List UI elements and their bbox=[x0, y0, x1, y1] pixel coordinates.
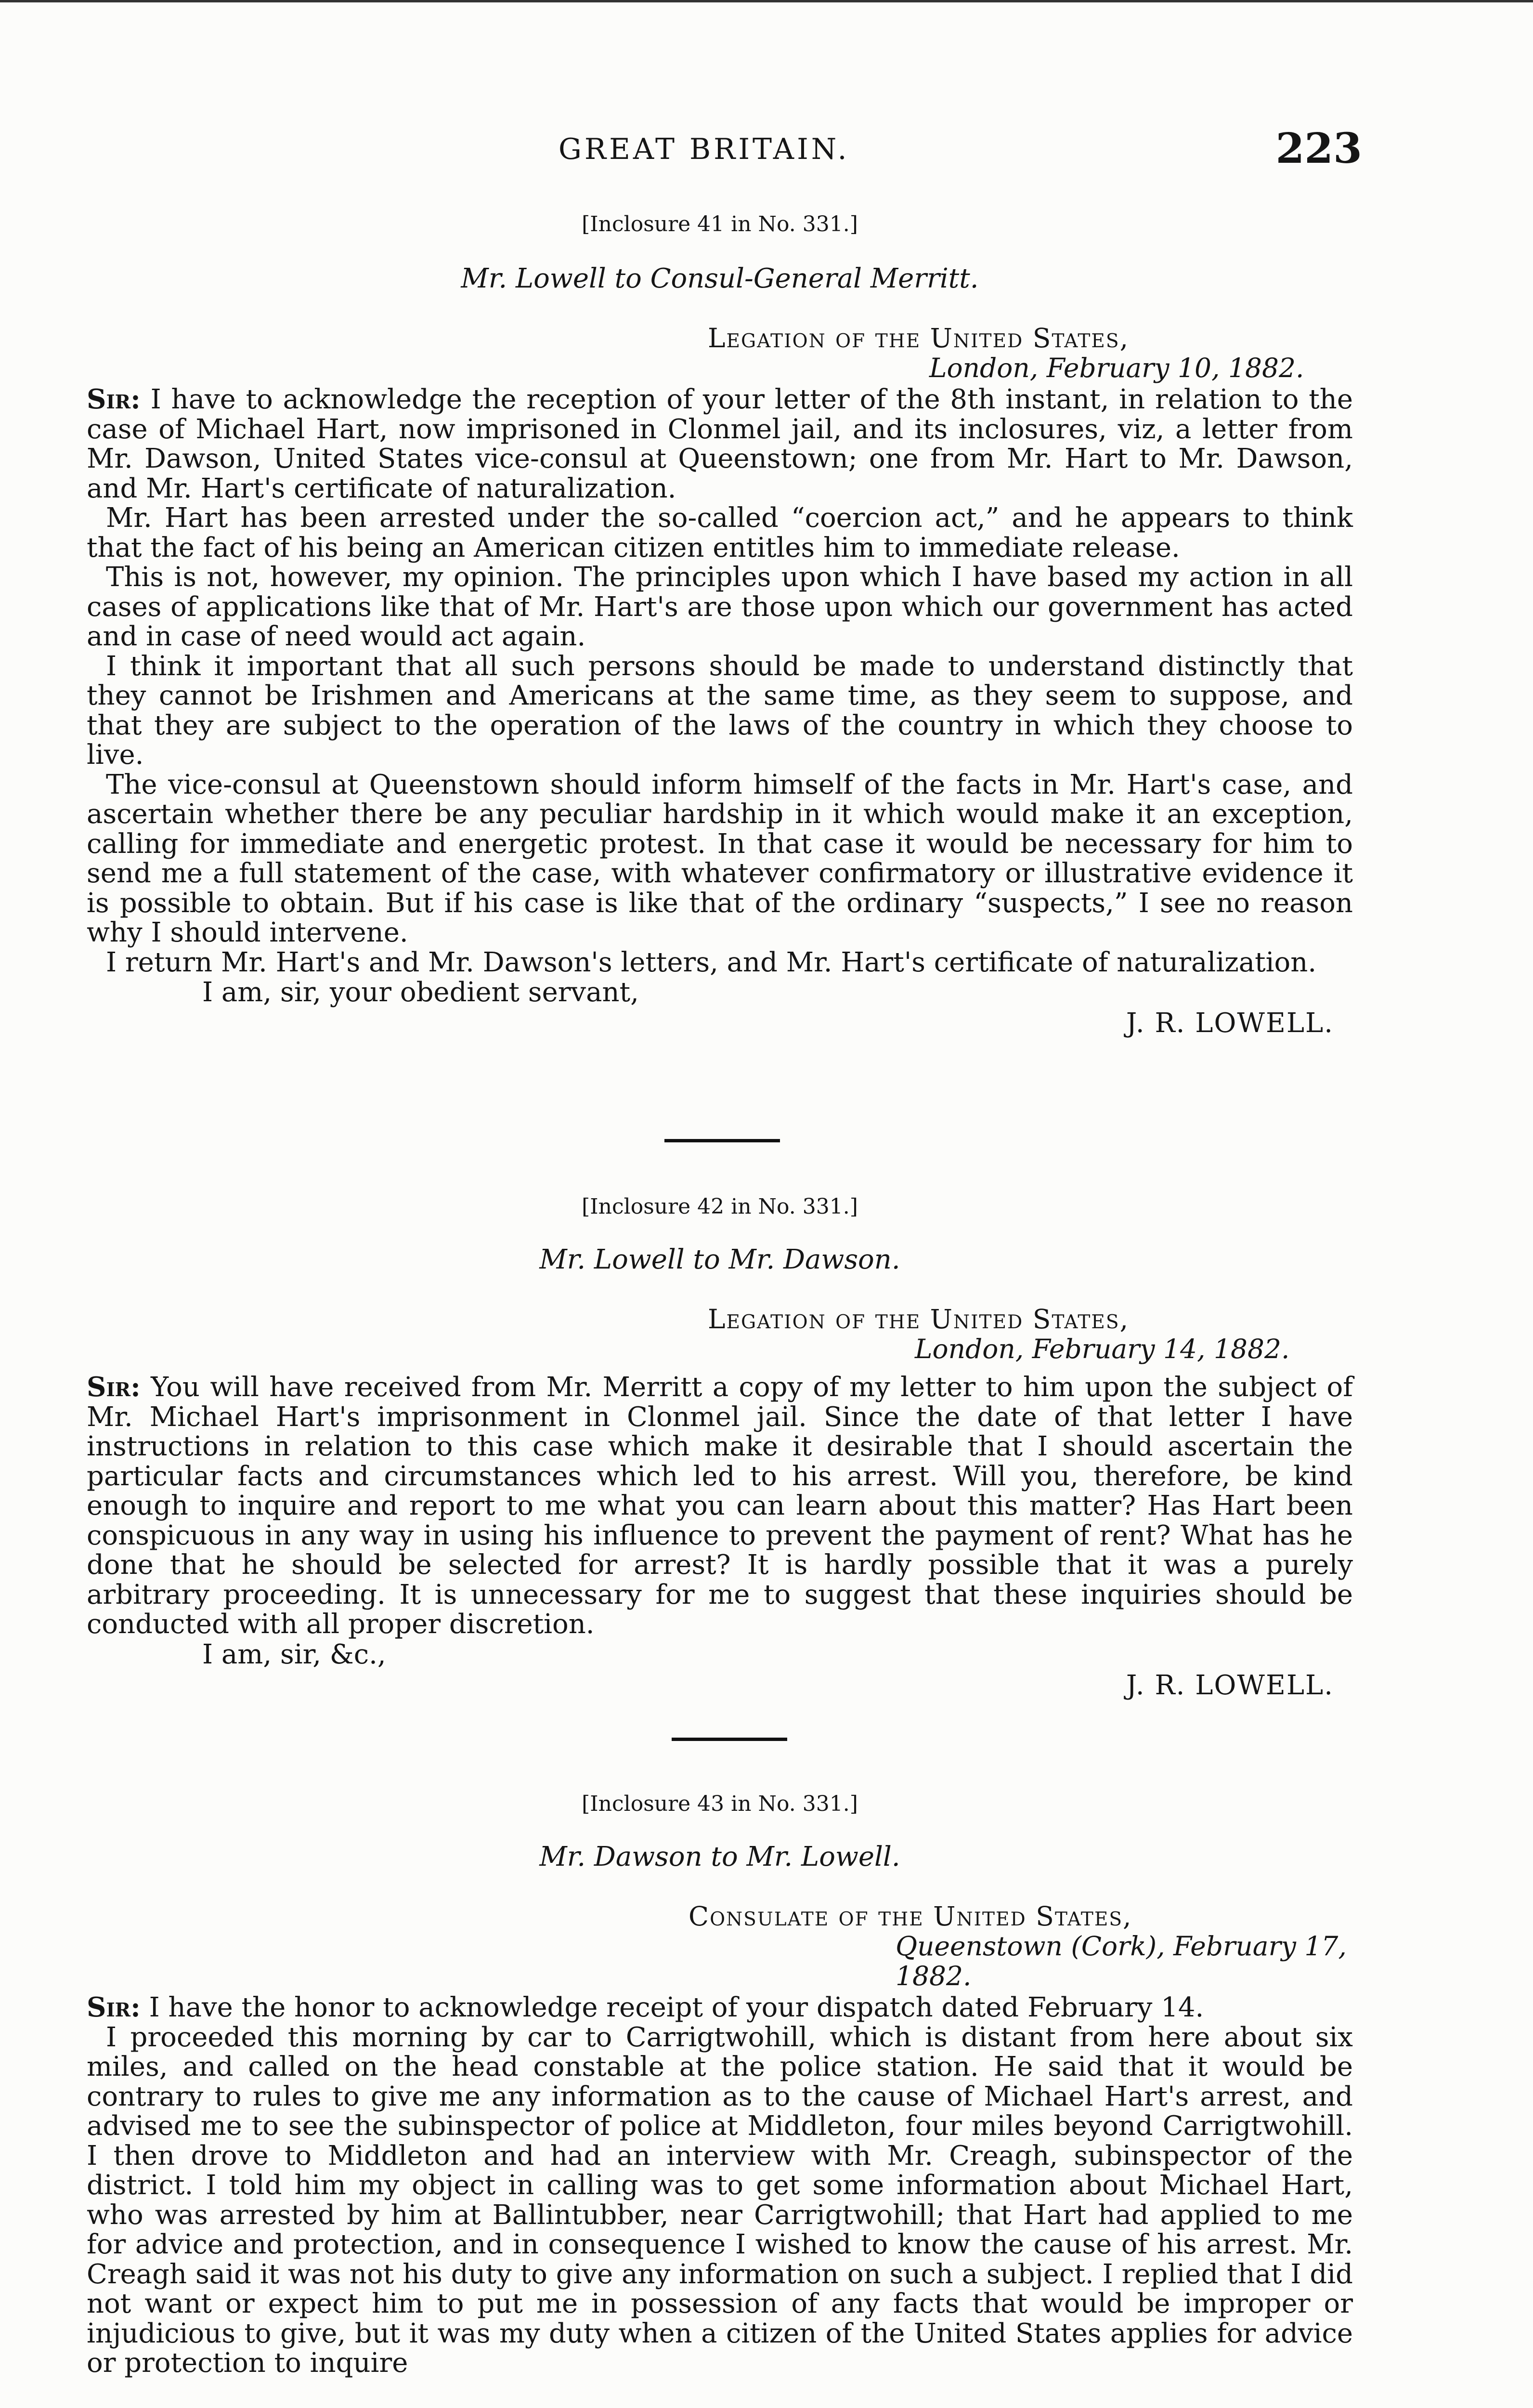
letter-title: Mr. Lowell to Mr. Dawson. bbox=[539, 1244, 900, 1275]
signature: J. R. LOWELL. bbox=[1126, 1008, 1334, 1039]
paragraph: Sir: I have the honor to acknowledge receipt of your dispatch dated February 14. bbox=[87, 1991, 1204, 2023]
paragraph: This is not, however, my opinion. The principles upon which I have based my action in all cases of applications like that of Mr. Hart's are those upon which our government has acted and in case of need would act again. bbox=[87, 562, 1353, 652]
paragraph: I return Mr. Hart's and Mr. Dawson's letters, and Mr. Hart's certificate of naturalization. bbox=[106, 946, 1317, 978]
inclosure-label: [Inclosure 41 in No. 331.] bbox=[582, 212, 858, 236]
letter-address bbox=[87, 1304, 1353, 1364]
letter-address bbox=[87, 1901, 1353, 1991]
salutation: Sir: bbox=[87, 1991, 141, 2023]
letter-address bbox=[87, 323, 1353, 383]
letter-body bbox=[87, 1373, 1353, 1639]
salutation: Sir: bbox=[87, 383, 141, 415]
salutation: Sir: bbox=[87, 1371, 141, 1403]
inclosure-43 bbox=[87, 1792, 1353, 2378]
address-line-2: Queenstown (Cork), February 17, 1882. bbox=[896, 1931, 1347, 1991]
address-line-2: London, February 14, 1882. bbox=[915, 1334, 1290, 1364]
inclosure-label: [Inclosure 43 in No. 331.] bbox=[582, 1792, 858, 1816]
paragraph: Sir: You will have received from Mr. Merritt a copy of my letter to him upon the subject of Mr. Michael Hart's imprisonment in Clonmel jail. Since the date of that letter I have instructions in relation to this case which make it desirable that I should ascertain the particular facts and circumstances which led to his arrest. Will you, therefore, be kind enough to inquire and report to me what you can learn about this matter? Has Hart been conspicuous in any way in using his influence to prevent the payment of rent? What has he done that he should be selected for arrest? It is hardly possible that it was a purely arbitrary proceeding. It is unnecessary for me to suggest that these inquiries should be conducted with all proper discretion. bbox=[87, 1371, 1353, 1640]
paragraph: I think it important that all such persons should be made to understand distinctly that they cannot be Irishmen and Americans at the same time, as they seem to suppose, and that they are subject to the operation of the laws of the country in which they choose to live. bbox=[87, 650, 1353, 771]
section-divider bbox=[672, 1738, 787, 1741]
signature: J. R. LOWELL. bbox=[1126, 1669, 1334, 1701]
paragraph: Mr. Hart has been arrested under the so-called “coercion act,” and he appears to think that the fact of his being an American citizen entitles him to immediate release. bbox=[87, 502, 1353, 563]
paragraph: The vice-consul at Queenstown should inform himself of the facts in Mr. Hart's case, and ascertain whether there be any peculiar hardship in it which would make it an exception, calling for immediate and energetic protest. In that case it would be necessary for him to send me a full statement of the case, with whatever confirmatory or illustrative evidence it is possible to obtain. But if his case is like that of the ordinary “suspects,” I see no reason why I should intervene. bbox=[87, 769, 1353, 948]
closing: I am, sir, your obedient servant, bbox=[202, 977, 639, 1008]
letter-title: Mr. Lowell to Consul-General Merritt. bbox=[461, 263, 979, 294]
top-border bbox=[0, 0, 1533, 2]
running-title: GREAT BRITAIN. bbox=[559, 132, 850, 166]
inclosure-label: [Inclosure 42 in No. 331.] bbox=[582, 1194, 858, 1219]
page-number: 223 bbox=[1275, 124, 1362, 173]
paragraph: I proceeded this morning by car to Carrigtwohill, which is distant from here about six miles, and called on the head constable at the police station. He said that it would be contrary to rules to give me any information as to the cause of Michael Hart's arrest, and advised me to see the subinspector of police at Middleton, four miles beyond Carrigtwohill. I then drove to Middleton and had an interview with Mr. Creagh, subinspector of the district. I told him my object in calling was to get some information about Michael Hart, who was arrested by him at Ballintubber, near Carrigtwohill; that Hart had applied to me for advice and protection, and in consequence I wished to know the cause of his arrest. Mr. Creagh said it was not his duty to give any information on such a subject. I replied that I did not want or expect him to put me in possession of any facts that would be improper or injudicious to give, but it was my duty when a citizen of the United States applies for advice or protection to inquire bbox=[87, 2021, 1353, 2379]
letter-title: Mr. Dawson to Mr. Lowell. bbox=[539, 1841, 900, 1872]
letter-body bbox=[87, 385, 1353, 977]
closing: I am, sir, &c., bbox=[202, 1638, 386, 1670]
address-line-1: Consulate of the United States, bbox=[689, 1901, 1132, 1932]
paragraph: Sir: I have to acknowledge the reception of your letter of the 8th instant, in relation to the case of Michael Hart, now imprisoned in Clonmel jail, and its inclosures, viz, a letter from Mr. Dawson, United States vice-consul at Queenstown; one from Mr. Hart to Mr. Dawson, and Mr. Hart's certificate of naturalization. bbox=[87, 383, 1353, 504]
inclosure-41 bbox=[87, 212, 1353, 1039]
letter-body bbox=[87, 1993, 1353, 2378]
section-divider bbox=[664, 1139, 780, 1142]
address-line-2: London, February 10, 1882. bbox=[929, 353, 1304, 383]
address-line-1: Legation of the United States, bbox=[708, 323, 1130, 353]
address-line-1: Legation of the United States, bbox=[708, 1304, 1130, 1335]
inclosure-42 bbox=[87, 1194, 1353, 1701]
